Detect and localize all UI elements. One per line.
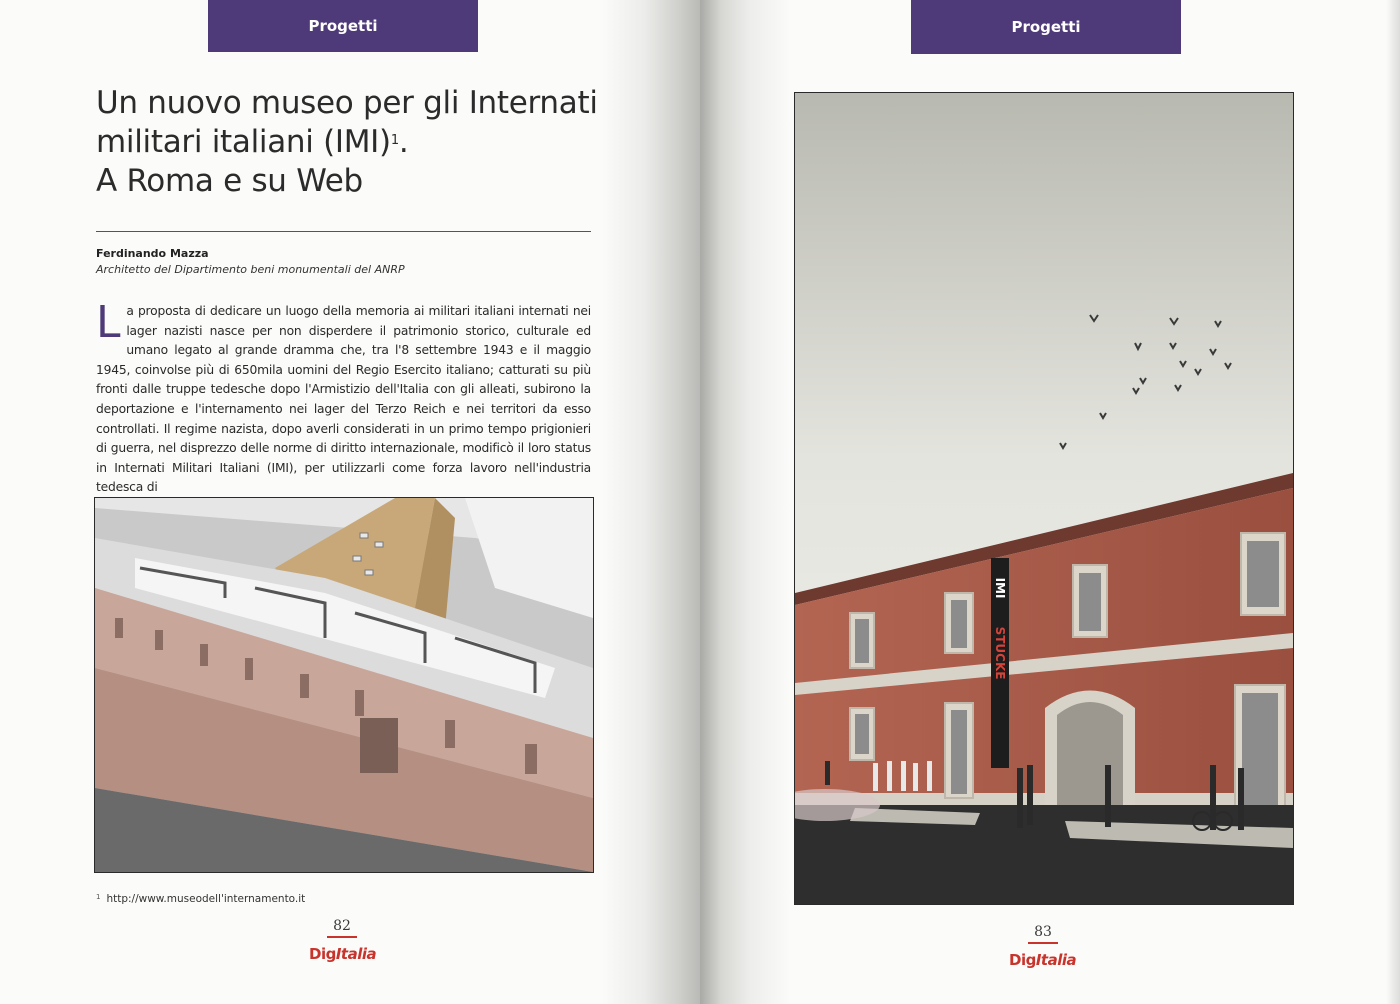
digitalia-logo — [309, 945, 376, 963]
aerial-building-illustration — [95, 498, 593, 872]
article-title — [96, 84, 616, 201]
title-line-1: Un nuovo museo per gli Internati — [96, 85, 598, 121]
author-affiliation: Architetto del Dipartimento beni monumentali del ANRP — [96, 263, 405, 276]
street-view-illustration — [795, 93, 1293, 904]
logo-prefix: Dig — [309, 945, 336, 963]
page-number: 82 — [312, 918, 372, 938]
section-band — [208, 0, 478, 52]
logo-suffix: Italia — [335, 945, 377, 963]
footnote-link[interactable]: http://www.museodell'internamento.it — [106, 893, 306, 905]
title-footnote-ref[interactable]: 1 — [390, 133, 399, 148]
title-divider — [96, 231, 591, 232]
banner-stucke: STUCKE — [993, 626, 1007, 680]
article-body — [96, 297, 591, 498]
page-number: 83 — [1013, 924, 1073, 944]
logo-prefix: Dig — [1009, 951, 1036, 969]
section-label: Progetti — [1011, 18, 1081, 36]
footnote — [96, 893, 305, 905]
drop-cap: L — [96, 297, 121, 348]
author-name: Ferdinando Mazza — [96, 247, 209, 260]
museum-facade-render — [794, 92, 1294, 905]
title-line-2-end: . — [398, 124, 409, 160]
title-line-3: A Roma e su Web — [96, 163, 363, 199]
banner-imi: IMI — [993, 577, 1007, 599]
body-paragraph: a proposta di dedicare un luogo della memoria ai militari italiani internati nei lager nazisti nasce per non disperdere il patrimonio storico, culturale ed umano legato al grande dramma che, tra l'8 settembre 1943 e il maggio 1945, coinvolse più di 650mila uomini del Regio Esercito italiano; catturati su più fronti dalle truppe tedesche dopo l'Armistizio dell'Italia con gli alleati, subirono la deportazione e l'internamento nei lager del Terzo Reich e nei territori da esso controllati. Il regime nazista, dopo averli considerati in un primo tempo prigionieri di guerra, nel disprezzo delle norme di diritto internazionale, modificò il loro status in Internati Militari Italiani (IMI), per utilizzarli come forza lavoro nell'industria tedesca di — [96, 304, 591, 495]
section-label: Progetti — [308, 17, 378, 35]
section-band — [911, 0, 1181, 54]
right-page — [700, 0, 1400, 1004]
digitalia-logo — [1009, 951, 1076, 969]
footnote-mark: 1 — [96, 893, 101, 901]
title-line-2: militari italiani (IMI) — [96, 124, 391, 160]
logo-suffix: Italia — [1035, 951, 1077, 969]
museum-cutaway-render — [94, 497, 594, 873]
